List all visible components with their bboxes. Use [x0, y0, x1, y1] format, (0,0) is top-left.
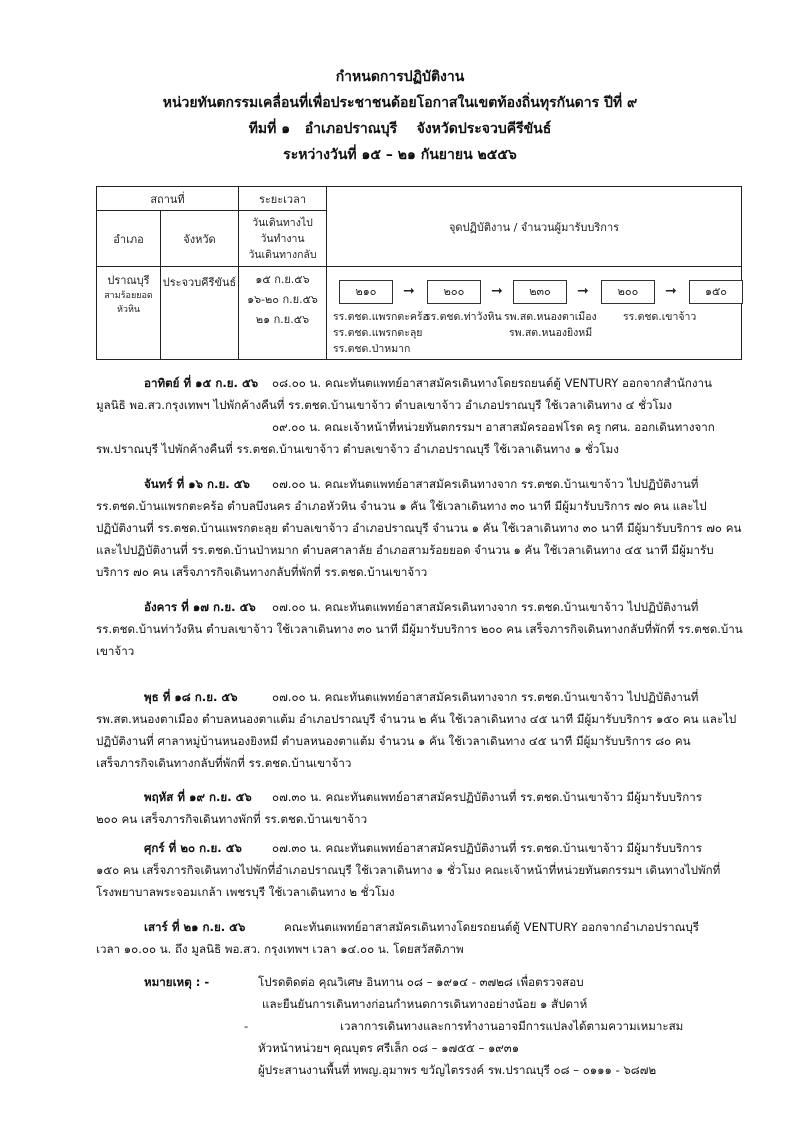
- schedule-line: มูลนิธิ พอ.สว.กรุงเทพฯ ไปพักค้างคืนที่ รร.ตชด.บ้านเขาจ้าว ตำบลเขาจ้าว อำเภอปราณบุรี ใช้เวลาเดินทาง ๔ ชั่วโมง: [96, 398, 673, 412]
- schedule-day-7: [96, 916, 746, 960]
- day-heading: เสาร์ ที่ ๒๑ ก.ย. ๕๖: [144, 920, 246, 934]
- schedule-line: ๐๙.๐๐ น. คณะเจ้าหน้าที่หน่วยทันตกรรมฯ อาสาสมัครออฟโรด ครู กศน. ออกเดินทางจาก: [272, 420, 715, 434]
- day-type-work: วันทำงาน: [260, 232, 305, 245]
- schedule-line: ปฏิบัติงานที่ รร.ตชด.บ้านแพรกตะลุย ตำบลเขาจ้าว อำเภอปราณบุรี จำนวน ๑ คัน ใช้เวลาเดินทาง ๓๐ นาที มีผู้มารับบริการ ๗๐ คน: [96, 521, 742, 535]
- notes-label: หมายเหตุ : -: [144, 975, 210, 989]
- schedule-line: เสร็จภารกิจเดินทางกลับที่พักที่ รร.ตชด.บ้านเขาจ้าว: [96, 756, 352, 770]
- title-block: [0, 64, 800, 168]
- header-place: สถานที่: [97, 187, 239, 211]
- service-flow: [327, 267, 741, 359]
- note-line: โปรดติดต่อ คุณวิเศษ อินทาน ๐๘ – ๑๙๑๔ - ๓๗๒๘ เพื่อตรวจสอบ: [258, 975, 584, 989]
- period-line: ระหว่างวันที่ ๑๕ – ๒๑ กันยายน ๒๕๕๖: [283, 147, 517, 163]
- schedule-line: รร.ตชด.บ้านท่าวังหิน ตำบลเขาจ้าว ใช้เวลาเดินทาง ๓๐ นาที มีผู้มารับบริการ ๒๐๐ คน เสร็จภารกิจเดินทางกลับที่พักที่ รร.ตชด.บ้าน: [96, 622, 743, 636]
- schedule-line: โรงพยาบาลพระจอมเกล้า เพชรบุรี ใช้เวลาเดินทาง ๒ ชั่วโมง: [96, 885, 395, 899]
- schedule-line: ๐๗.๐๐ น. คณะทันตแพทย์อาสาสมัครเดินทางจาก รร.ตชด.บ้านเขาจ้าว ไปปฏิบัติงานที่: [272, 690, 699, 704]
- location-1a: รร.ตชด.แพรกตะคร้อ: [333, 311, 429, 323]
- notes-block: [144, 971, 744, 1081]
- day-type-departure: วันเดินทางไป: [252, 216, 313, 229]
- schedule-day-5: [96, 786, 746, 830]
- note-dash: -: [244, 1019, 249, 1033]
- schedule-line: บริการ ๗๐ คน เสร็จภารกิจเดินทางกลับที่พักที่ รร.ตชด.บ้านเขาจ้าว: [96, 565, 428, 579]
- schedule-line: ๐๗.๓๐ น. คณะทันตแพทย์อาสาสมัครปฏิบัติงานที่ รร.ตชด.บ้านเขาจ้าว มีผู้มารับบริการ: [272, 790, 703, 804]
- arrow-icon: ➞: [665, 283, 677, 299]
- count-box-1: ๒๑๐: [339, 280, 393, 304]
- arrow-icon: ➞: [491, 283, 503, 299]
- amphoe-sub-1: สามร้อยยอด: [104, 291, 153, 301]
- note-line: เวลาการเดินทางและการทำงานอาจมีการแปลงได้ตามความเหมาะสม: [340, 1019, 684, 1033]
- location-3a: รพ.สต.หนองตาเมือง: [504, 311, 597, 323]
- arrow-icon: ➞: [403, 283, 415, 299]
- date-return: ๒๑ ก.ย.๕๖: [255, 313, 310, 326]
- header-day-types: [239, 211, 327, 267]
- cell-province: ประจวบคีรีขันธ์: [161, 267, 239, 360]
- cell-dates: [239, 267, 327, 360]
- day-heading: พุธ ที่ ๑๘ ก.ย. ๕๖: [144, 690, 238, 704]
- cell-amphoe: [97, 267, 161, 360]
- schedule-line: รพ.สต.หนองตาเมือง ตำบลหนองตาแต้ม อำเภอปราณบุรี จำนวน ๒ คัน ใช้เวลาเดินทาง ๔๕ นาที มีผู้มารับบริการ ๑๕๐ คน และไป: [96, 712, 737, 726]
- date-departure: ๑๕ ก.ย.๕๖: [255, 273, 310, 286]
- note-line: หัวหน้าหน่วยฯ คุณบุตร ศรีเล็ก ๐๘ – ๑๗๕๕ – ๑๙๓๑: [258, 1041, 520, 1055]
- schedule-day-2: [96, 473, 746, 583]
- location-1b: รร.ตชด.แพรกตะลุย: [333, 327, 423, 339]
- schedule-line: ปฏิบัติงานที่ ศาลาหมู่บ้านหนองยิงหมี ตำบลหนองตาแต้ม จำนวน ๑ คัน ใช้เวลาเดินทาง ๔๕ นาที มีผู้มารับบริการ ๘๐ คน: [96, 734, 691, 748]
- day-heading: อังคาร ที่ ๑๗ ก.ย. ๕๖: [144, 600, 256, 614]
- note-line: ผู้ประสานงานพื้นที่ ทพญ.อุมาพร ขวัญไตรรงค์ รพ.ปราณบุรี ๐๘ – ๐๑๑๑ - ๖๘๗๒: [258, 1063, 657, 1077]
- location-3b: รพ.สต.หนองยิงหมี: [509, 327, 593, 339]
- schedule-line: ๐๗.๐๐ น. คณะทันตแพทย์อาสาสมัครเดินทางจาก รร.ตชด.บ้านเขาจ้าว ไปปฏิบัติงานที่: [272, 600, 699, 614]
- schedule-line: ๐๗.๐๐ น. คณะทันตแพทย์อาสาสมัครเดินทางจาก รร.ตชด.บ้านเขาจ้าว ไปปฏิบัติงานที่: [272, 477, 699, 491]
- schedule-day-4: [96, 686, 746, 774]
- team-line: ทีมที่ ๑ อำเภอปราณบุรี จังหวัดประจวบคีรีขันธ์: [248, 121, 552, 137]
- count-box-2: ๒๐๐: [427, 280, 481, 304]
- schedule-table: [96, 186, 742, 360]
- document-subtitle: หน่วยทันตกรรมเคลื่อนที่เพื่อประชาชนด้อยโอกาสในเขตท้องถิ่นทุรกันดาร ปีที่ ๙: [162, 95, 638, 111]
- schedule-line: เวลา ๑๐.๐๐ น. ถึง มูลนิธิ พอ.สว. กรุงเทพฯ เวลา ๑๔.๐๐ น. โดยสวัสดิภาพ: [96, 942, 464, 956]
- schedule-line: ๐๗.๓๐ น. คณะทันตแพทย์อาสาสมัครปฏิบัติงานที่ รร.ตชด.บ้านเขาจ้าว มีผู้มารับบริการ: [272, 841, 703, 855]
- schedule-line: รพ.ปราณบุรี ไปพักค้างคืนที่ รร.ตชด.บ้านเขาจ้าว ตำบลเขาจ้าว อำเภอปราณบุรี ใช้เวลาเดินทาง ๑ ชั่วโมง: [96, 442, 619, 456]
- cell-service-flow: [327, 267, 742, 360]
- note-line: และยืนยันการเดินทางก่อนกำหนดการเดินทางอย่างน้อย ๑ สัปดาห์: [262, 997, 588, 1011]
- schedule-day-1: [96, 372, 746, 460]
- schedule-line: ๒๐๐ คน เสร็จภารกิจเดินทางพักที่ รร.ตชด.บ้านเขาจ้าว: [96, 812, 368, 826]
- count-box-4: ๒๐๐: [601, 280, 655, 304]
- schedule-day-6: [96, 837, 746, 903]
- amphoe-main: ปราณบุรี: [107, 274, 150, 287]
- schedule-day-3: [96, 596, 746, 662]
- location-2: รร.ตชด.ท่าวังหิน: [425, 311, 502, 323]
- location-1c: รร.ตชด.ป่าหมาก: [333, 343, 411, 355]
- schedule-line: คณะทันตแพทย์อาสาสมัครเดินทางโดยรถยนต์ตู้ VENTURY ออกจากอำเภอปราณบุรี: [284, 920, 699, 934]
- day-heading: ศุกร์ ที่ ๒๐ ก.ย. ๕๖: [144, 841, 242, 855]
- arrow-icon: ➞: [577, 283, 589, 299]
- header-service-points: จุดปฏิบัติงาน / จำนวนผู้มารับบริการ: [327, 187, 742, 267]
- header-province: จังหวัด: [161, 211, 239, 267]
- header-amphoe: อำเภอ: [97, 211, 161, 267]
- schedule-line: และไปปฏิบัติงานที่ รร.ตชด.บ้านป่าหมาก ตำบลศาลาลัย อำเภอสามร้อยยอด จำนวน ๑ คัน ใช้เวลาเดินทาง ๔๕ นาที มีผู้มารับ: [96, 543, 714, 557]
- count-box-3: ๒๓๐: [513, 280, 567, 304]
- amphoe-sub-2: หัวหิน: [116, 305, 141, 315]
- schedule-line: รร.ตชด.บ้านแพรกตะคร้อ ตำบลบึงนคร อำเภอหัวหิน จำนวน ๑ คัน ใช้เวลาเดินทาง ๓๐ นาที มีผู้มารับบริการ ๗๐ คน และไป: [96, 499, 707, 513]
- document-title: กำหนดการปฏิบัติงาน: [335, 69, 465, 85]
- day-heading: อาทิตย์ ที่ ๑๕ ก.ย. ๕๖: [144, 376, 259, 390]
- schedule-line: ๑๕๐ คน เสร็จภารกิจเดินทางไปพักที่อำเภอปราณบุรี ใช้เวลาเดินทาง ๑ ชั่วโมง คณะเจ้าหน้าที่หน่วยทันตกรรมฯ เดินทางไปพักที่: [96, 863, 721, 877]
- header-duration: ระยะเวลา: [239, 187, 327, 211]
- location-4: รร.ตชด.เขาจ้าว: [623, 311, 697, 323]
- schedule-line: เขาจ้าว: [96, 644, 135, 658]
- day-heading: พฤหัส ที่ ๑๙ ก.ย. ๕๖: [144, 790, 252, 804]
- schedule-line: ๐๘.๐๐ น. คณะทันตแพทย์อาสาสมัครเดินทางโดยรถยนต์ตู้ VENTURY ออกจากสำนักงาน: [272, 376, 712, 390]
- day-heading: จันทร์ ที่ ๑๖ ก.ย. ๕๖: [144, 477, 250, 491]
- date-work: ๑๖-๒๐ ก.ย.๕๖: [247, 293, 318, 306]
- count-box-5: ๑๕๐: [689, 280, 743, 304]
- day-type-return: วันเดินทางกลับ: [248, 248, 317, 261]
